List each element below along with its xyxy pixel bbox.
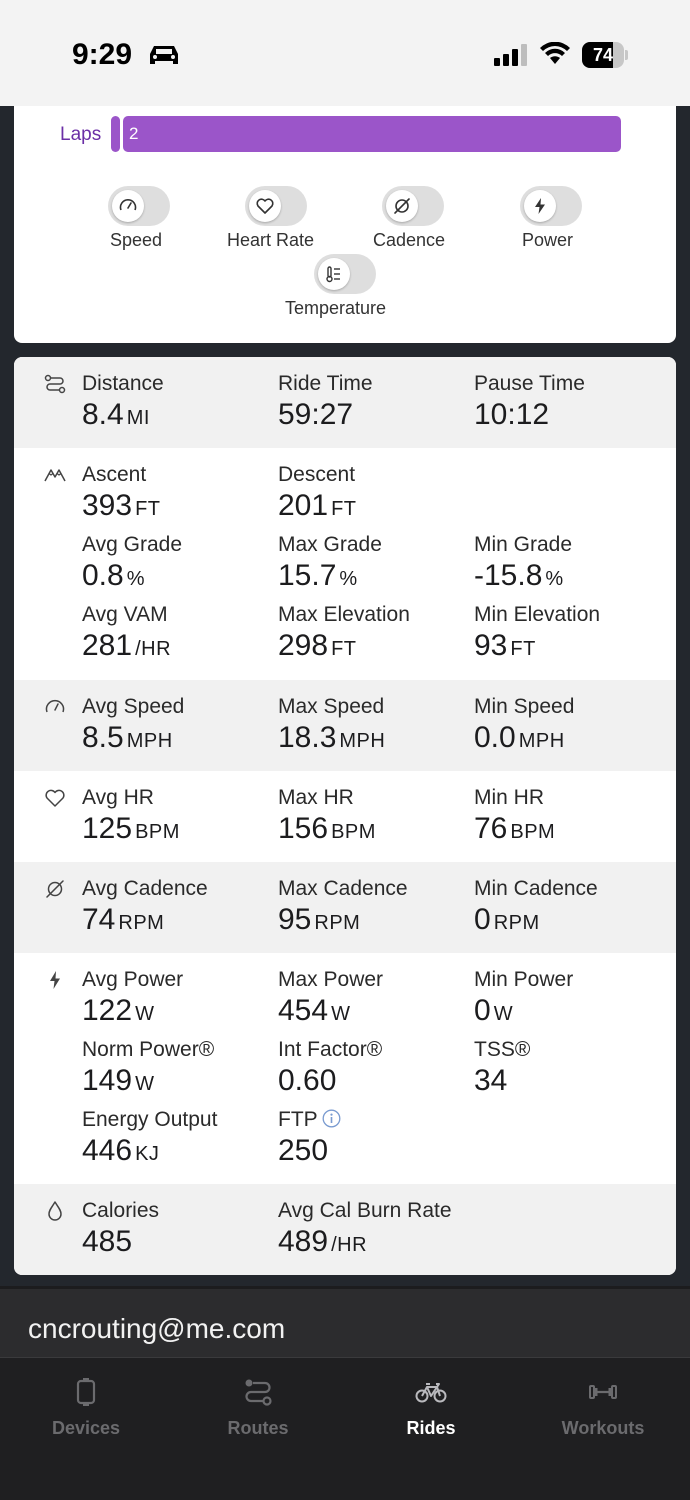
toggle-temperature-label: Temperature — [285, 298, 387, 318]
stat-avg-power: Avg Power 122 W — [82, 968, 184, 1027]
car-icon — [148, 44, 180, 66]
heart-icon — [44, 787, 66, 809]
status-bar — [0, 0, 690, 106]
stat-min-hr: Min HR 76 BPM — [474, 786, 556, 845]
stat-avg-hr: Avg HR 125 BPM — [82, 786, 180, 845]
lightning-icon — [44, 969, 66, 991]
lap-segment-2[interactable]: 2 — [123, 116, 621, 152]
tab-rides[interactable] — [345, 1358, 517, 1458]
stat-max-power: Max Power 454 W — [278, 968, 384, 1027]
heart-icon — [255, 196, 275, 216]
stat-avg-cal-burn-rate: Avg Cal Burn Rate 489 /HR — [278, 1199, 452, 1258]
battery-percentage: 74 — [592, 45, 614, 65]
cadence-section — [14, 862, 676, 953]
wifi-icon — [540, 42, 570, 66]
toggle-speed-label: Speed — [110, 230, 163, 250]
account-email: cncrouting@me.com — [28, 1313, 286, 1344]
device-icon — [70, 1376, 102, 1408]
mountain-icon — [44, 464, 66, 486]
calories-section — [14, 1184, 676, 1275]
stat-energy-output: Energy Output 446 KJ — [82, 1108, 218, 1167]
speed-section — [14, 680, 676, 771]
route-icon — [242, 1376, 274, 1408]
bicycle-icon — [415, 1376, 447, 1408]
lightning-icon — [530, 196, 550, 216]
stat-descent: Descent 201 FT — [278, 463, 357, 522]
cellular-signal-icon — [494, 44, 528, 66]
stat-max-speed: Max Speed 18.3 MPH — [278, 695, 386, 754]
toggle-heart-rate-label: Heart Rate — [227, 230, 315, 250]
stat-max-hr: Max HR 156 BPM — [278, 786, 376, 845]
stat-min-speed: Min Speed 0.0 MPH — [474, 695, 575, 754]
speedometer-icon — [118, 196, 138, 216]
stat-max-grade: Max Grade 15.7 % — [278, 533, 382, 592]
stat-int-factor: Int Factor® 0.60 — [278, 1038, 383, 1097]
tab-devices[interactable] — [0, 1358, 172, 1458]
stat-min-cadence: Min Cadence 0 RPM — [474, 877, 598, 936]
stat-ascent: Ascent 393 FT — [82, 463, 161, 522]
tab-rides-label: Rides — [406, 1418, 456, 1438]
speedometer-icon — [44, 696, 66, 718]
stat-tss: TSS® 34 — [474, 1038, 531, 1097]
route-icon — [44, 373, 66, 395]
status-time: 9:29 — [72, 38, 133, 71]
tab-bar — [0, 1357, 690, 1500]
tab-workouts[interactable] — [517, 1358, 689, 1458]
stat-norm-power: Norm Power® 149 W — [82, 1038, 215, 1097]
battery-indicator — [582, 42, 628, 68]
distance-section — [14, 357, 676, 448]
account-strip — [0, 1289, 690, 1357]
flame-icon — [44, 1200, 66, 1222]
toggle-cadence-label: Cadence — [373, 230, 446, 250]
stat-avg-vam: Avg VAM 281 /HR — [82, 603, 172, 662]
stat-avg-speed: Avg Speed 8.5 MPH — [82, 695, 185, 754]
tab-routes-label: Routes — [227, 1418, 289, 1438]
stat-ride-time: Ride Time 59:27 — [278, 372, 373, 431]
power-section — [14, 953, 676, 1184]
tab-routes[interactable] — [172, 1358, 344, 1458]
stat-avg-grade: Avg Grade 0.8 % — [82, 533, 183, 592]
tab-devices-label: Devices — [51, 1418, 121, 1438]
stat-min-power: Min Power 0 W — [474, 968, 574, 1027]
stat-calories: Calories 485 — [82, 1199, 160, 1258]
stat-min-grade: Min Grade -15.8 % — [474, 533, 573, 592]
cadence-icon — [392, 196, 412, 216]
stat-avg-cadence: Avg Cadence 74 RPM — [82, 877, 208, 936]
chart-options-card — [14, 106, 676, 343]
stat-distance: Distance 8.4 MI — [82, 372, 164, 431]
cadence-icon — [44, 878, 66, 900]
stat-ftp: FTP 250 — [278, 1107, 341, 1169]
laps-label: Laps — [60, 124, 102, 145]
stat-pause-time: Pause Time 10:12 — [474, 372, 585, 431]
info-icon[interactable] — [322, 1109, 341, 1128]
toggle-power-label: Power — [522, 230, 574, 250]
heart-rate-section — [14, 771, 676, 862]
thermometer-icon — [324, 264, 344, 284]
lap-segment-1[interactable] — [111, 116, 120, 152]
stat-min-elevation: Min Elevation 93 FT — [474, 603, 601, 662]
elevation-section — [14, 448, 676, 680]
stat-max-cadence: Max Cadence 95 RPM — [278, 877, 408, 936]
ride-stats-card — [14, 357, 676, 1275]
tab-workouts-label: Workouts — [561, 1418, 645, 1438]
stat-max-elevation: Max Elevation 298 FT — [278, 603, 410, 662]
dumbbell-icon — [587, 1376, 619, 1408]
